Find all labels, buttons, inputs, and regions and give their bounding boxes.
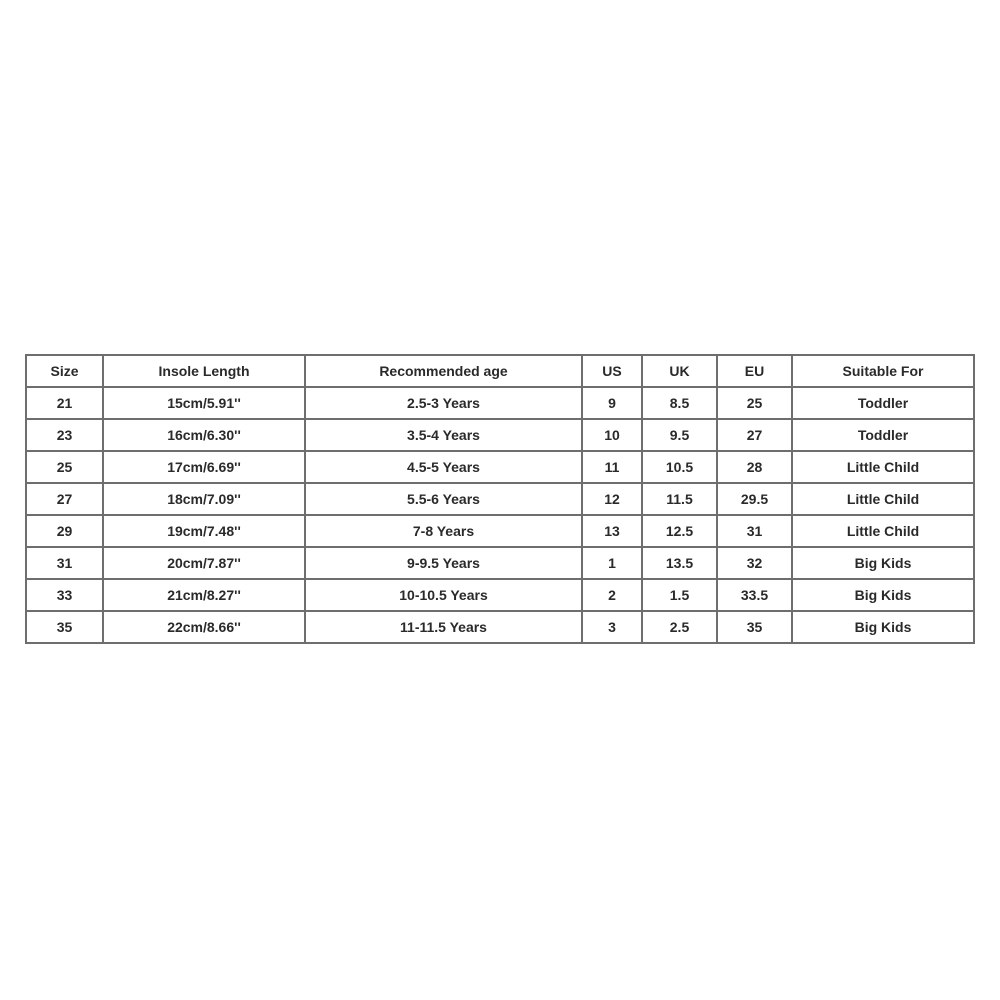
cell-uk: 12.5: [642, 515, 717, 547]
cell-suitable-for: Toddler: [792, 419, 974, 451]
cell-uk: 9.5: [642, 419, 717, 451]
table-row: [26, 387, 974, 419]
cell-recommended-age: 7-8 Years: [305, 515, 582, 547]
cell-us: 11: [582, 451, 642, 483]
header-suitable-for: Suitable For: [792, 355, 974, 387]
cell-size: 33: [26, 579, 103, 611]
header-us: US: [582, 355, 642, 387]
cell-uk: 8.5: [642, 387, 717, 419]
cell-recommended-age: 2.5-3 Years: [305, 387, 582, 419]
cell-us: 3: [582, 611, 642, 643]
cell-recommended-age: 5.5-6 Years: [305, 483, 582, 515]
table-row: [26, 515, 974, 547]
cell-recommended-age: 9-9.5 Years: [305, 547, 582, 579]
cell-eu: 31: [717, 515, 792, 547]
cell-suitable-for: Toddler: [792, 387, 974, 419]
cell-recommended-age: 11-11.5 Years: [305, 611, 582, 643]
table-row: [26, 419, 974, 451]
cell-insole-length: 15cm/5.91'': [103, 387, 305, 419]
cell-suitable-for: Little Child: [792, 515, 974, 547]
cell-uk: 1.5: [642, 579, 717, 611]
cell-uk: 10.5: [642, 451, 717, 483]
cell-suitable-for: Little Child: [792, 451, 974, 483]
cell-size: 23: [26, 419, 103, 451]
header-uk: UK: [642, 355, 717, 387]
cell-suitable-for: Big Kids: [792, 611, 974, 643]
cell-insole-length: 20cm/7.87'': [103, 547, 305, 579]
cell-insole-length: 16cm/6.30'': [103, 419, 305, 451]
cell-eu: 25: [717, 387, 792, 419]
table-row: [26, 579, 974, 611]
cell-insole-length: 19cm/7.48'': [103, 515, 305, 547]
cell-size: 35: [26, 611, 103, 643]
cell-size: 31: [26, 547, 103, 579]
header-insole-length: Insole Length: [103, 355, 305, 387]
cell-size: 29: [26, 515, 103, 547]
cell-size: 21: [26, 387, 103, 419]
cell-uk: 13.5: [642, 547, 717, 579]
header-row: [26, 355, 974, 387]
cell-eu: 33.5: [717, 579, 792, 611]
cell-us: 10: [582, 419, 642, 451]
table-row: [26, 451, 974, 483]
cell-us: 12: [582, 483, 642, 515]
cell-size: 25: [26, 451, 103, 483]
header-size: Size: [26, 355, 103, 387]
header-eu: EU: [717, 355, 792, 387]
cell-us: 9: [582, 387, 642, 419]
cell-suitable-for: Big Kids: [792, 547, 974, 579]
cell-recommended-age: 4.5-5 Years: [305, 451, 582, 483]
cell-recommended-age: 3.5-4 Years: [305, 419, 582, 451]
cell-eu: 28: [717, 451, 792, 483]
cell-insole-length: 22cm/8.66'': [103, 611, 305, 643]
table-row: [26, 611, 974, 643]
cell-eu: 35: [717, 611, 792, 643]
cell-us: 13: [582, 515, 642, 547]
cell-us: 1: [582, 547, 642, 579]
table-row: [26, 483, 974, 515]
header-recommended-age: Recommended age: [305, 355, 582, 387]
size-chart-table: [25, 354, 975, 644]
cell-suitable-for: Little Child: [792, 483, 974, 515]
cell-eu: 27: [717, 419, 792, 451]
table-row: [26, 547, 974, 579]
cell-us: 2: [582, 579, 642, 611]
cell-uk: 2.5: [642, 611, 717, 643]
cell-uk: 11.5: [642, 483, 717, 515]
cell-size: 27: [26, 483, 103, 515]
cell-eu: 32: [717, 547, 792, 579]
cell-insole-length: 17cm/6.69'': [103, 451, 305, 483]
cell-insole-length: 21cm/8.27'': [103, 579, 305, 611]
cell-insole-length: 18cm/7.09'': [103, 483, 305, 515]
cell-suitable-for: Big Kids: [792, 579, 974, 611]
cell-recommended-age: 10-10.5 Years: [305, 579, 582, 611]
cell-eu: 29.5: [717, 483, 792, 515]
